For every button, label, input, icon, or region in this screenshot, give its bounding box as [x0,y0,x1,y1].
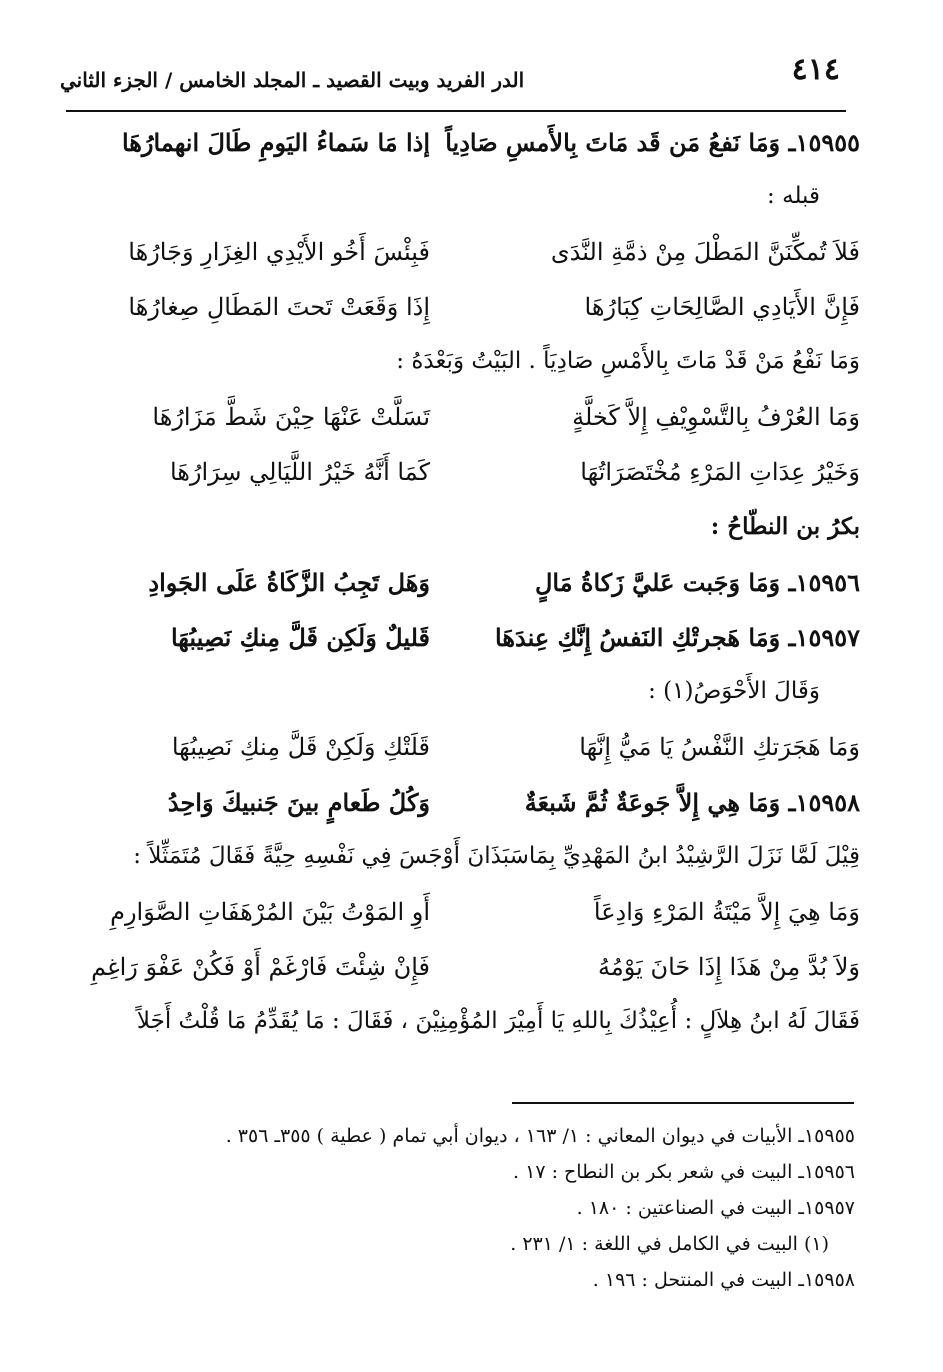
verse-second-hemistich: فَإِنْ شِئْتَ فَارْغَمْ أَوْ فَكُنْ عَفْوَ رَاغِمِ [91,953,430,981]
verse-15957 [70,615,860,665]
verse-rashid-2 [70,945,860,995]
ahwas-line [70,670,860,720]
footnotes [100,1118,855,1298]
verse-before-1 [70,230,860,280]
poet-name: بكرُ بن النطّاحُ : [710,513,860,540]
verse-second-hemistich: وَهَل تَجِبُ الزَّكَاةُ عَلَى الجَوادِ [148,568,430,597]
verse-second-hemistich: قَلَتْكِ وَلَكِنْ قَلَّ مِنكِ نَصِيبُهَا [171,733,430,761]
verse-first-hemistich: وَمَا هَجَرَتكِ النَّفْسُ يَا مَيُّ إِنَّهَا [579,733,860,761]
verse-after-1 [70,395,860,445]
footnote-15957: ١٥٩٥٧ـ البيت في الصناعتين : ١٨٠ . [576,1197,855,1219]
running-title: الدر الفريد وبيت القصيد ـ المجلد الخامس / الجزء الثاني [60,68,525,92]
verse-first-hemistich [480,788,860,817]
verse-second-hemistich: فَبِئْسَ أَخُو الأَيْدِي الغِزَارِ وَجَارُهَا [128,238,430,266]
verse-15955 [70,120,860,170]
verse-first-hemistich: وَمَا هِيَ إِلاَّ مَيْتَةُ المَرْءِ وَادِعَاً [593,898,860,926]
page-header [60,52,840,100]
closing-text: فَقَالَ لَهُ ابنُ هِلاَلٍ : أُعِيْذُكَ بِاللهِ يَا أَمِيْرَ المُؤْمِنِيْنَ ، فَقَالَ : مَا يُقَدِّمُ مَا قُلْتُ أَجَلاً [136,1008,860,1034]
page-body [70,120,860,1055]
header-rule [66,110,846,112]
hemistich-text: وَمَا هِي إِلاَّ جَوعَةٌ ثُمَّ شَبعَةٌ [524,788,781,817]
verse-first-hemistich: فَإِنَّ الأَيَادِي الصَّالِحَاتِ كِبَارُهَا [584,293,860,321]
verse-number: ١٥٩٥٨ـ [788,788,860,817]
verse-rashid-1 [70,890,860,940]
verse-number: ١٥٩٥٦ـ [788,568,860,597]
verse-first-hemistich [480,568,860,597]
verse-second-hemistich: إِذَا وَقَعَتْ تَحتَ المَطَالِ صِغارُهَا [128,293,430,321]
closing-line [70,1000,860,1050]
verse-before-2 [70,285,860,335]
verse-second-hemistich: أَوِ المَوْتُ بَيْنَ المُرْهَفَاتِ الصَّوَارِمِ [110,898,430,926]
before-label-line [70,175,860,225]
after-line [70,340,860,390]
poet-line [70,505,860,555]
footnote-1: (١) البيت في الكامل في اللغة : ١/ ٢٣١ . [510,1233,829,1255]
footnote-rule [512,1102,854,1104]
verse-number: ١٥٩٥٥ـ [788,128,860,157]
verse-ahwas [70,725,860,775]
verse-15956 [70,560,860,610]
rashid-text: قِيْلَ لَمَّا نَزَلَ الرَّشِيْدُ ابنُ المَهْدِيِّ بِمَاسَبَذَانَ أَوْجَسَ فِي نَفْسِهِ حِيَّةً فَقَالَ مُتَمَثِّلاً : [133,843,860,869]
after-text: وَمَا نَفْعُ مَنْ قَدْ مَاتَ بِالأَمْسِ صَادِيَاً . البَيْتُ وَبَعْدَهُ : [396,348,860,374]
hemistich-text: وَمَا وَجَبت عَليَّ زَكاةُ مَالٍ [534,568,781,597]
footnote-15956: ١٥٩٥٦ـ البيت في شعر بكر بن النطاح : ١٧ . [513,1161,855,1183]
verse-number: ١٥٩٥٧ـ [788,623,860,652]
footnote-15958: ١٥٩٥٨ـ البيت في المنتحل : ١٩٦ . [592,1269,855,1291]
verse-second-hemistich: تَسَلَّتْ عَنْهَا حِيْنَ شَطَّ مَزَارُهَا [152,403,430,431]
verse-second-hemistich: وَكُلُ طَعامٍ بينَ جَنبيكَ وَاحِدُ [167,788,430,817]
rashid-line [70,835,860,885]
verse-first-hemistich: وَخَيْرُ عِدَاتِ المَرْءِ مُخْتَصَرَاتُهَا [580,458,860,486]
footnote-15955: ١٥٩٥٥ـ الأبيات في ديوان المعاني : ١/ ١٦٣ ، ديوان أبي تمام ( عطية ) ٣٥٥ـ ٣٥٦ . [225,1125,855,1147]
verse-first-hemistich: فَلاَ تُمكِّنَنَّ المَطْلَ مِنْ ذمَّةِ النَّدَى [550,238,860,266]
ahwas-intro: وَقَالَ الأَحْوَصُ(١) : [648,678,820,704]
verse-after-2 [70,450,860,500]
verse-second-hemistich: إذا مَا سَماءُ اليَومِ طَالَ انهمارُهَا [121,128,430,157]
verse-first-hemistich: وَمَا العُرْفُ بِالتَّسْوِيْفِ إِلاَّ كَخلَّةٍ [572,403,860,431]
verse-second-hemistich: كَمَا أَنَّهُ خَيْرُ اللَّيَالِي سِرَارُهَا [169,458,430,486]
verse-first-hemistich: وَلاَ بُدَّ مِنْ هَذَا إِذَا حَانَ يَوْمُهُ [598,953,860,981]
verse-first-hemistich [445,128,860,157]
verse-first-hemistich [480,623,860,652]
before-label: قبله : [767,183,820,209]
hemistich-text: وَمَا هَجرتْكِ النَفسُ إِنَّكِ عِندَهَا [495,623,781,652]
verse-second-hemistich: قَليلٌ وَلَكِن قَلَّ مِنكِ نَصِيبُهَا [170,623,430,652]
page-number: ٤١٤ [791,52,840,87]
hemistich-text: وَمَا نَفعُ مَن قَد مَاتَ بِالأَمسِ صَادِياً [445,128,781,157]
verse-15958 [70,780,860,830]
